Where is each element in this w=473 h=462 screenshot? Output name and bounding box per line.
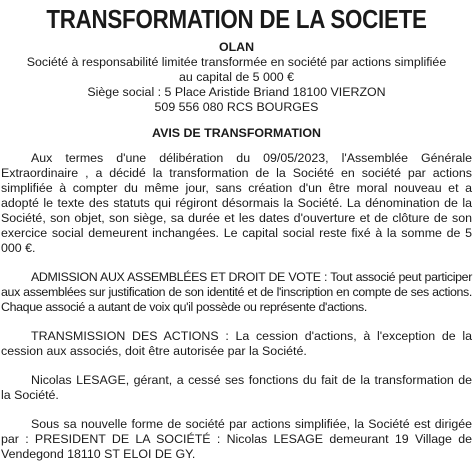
company-name: OLAN (218, 40, 255, 54)
company-registration: 509 556 080 RCS BOURGES (154, 100, 319, 114)
paragraph-president: Sous sa nouvelle forme de société par actions simplifiée, la Société est dirigée par : PRESIDENT DE LA SOCIÉTÉ : Nicolas LESAGE demeurant 19 Village de Vendegond 18110 ST ELOI DE GY. (1, 417, 472, 461)
notice-heading: AVIS DE TRANSFORMATION (152, 126, 321, 140)
paragraph-admission: ADMISSION AUX ASSEMBLÉES ET DROIT DE VOTE : Tout associé peut participer aux assemblées sur justification de son identité et de l'inscription en compte de ses actions. Chaque associé a autant de voix qu'il possède ou représente d'actions. (1, 270, 472, 314)
company-form: Société à responsabilité limitée transformée en société par actions simplifiée (26, 55, 447, 69)
paragraph-transformation: Aux termes d'une délibération du 09/05/2023, l'Assemblée Générale Extraordinaire , a décidé la transformation de la Société en société par actions simplifiée à compter du même jour, sans création d'un être moral nouveau et a adopté le texte des statuts qui régiront désormais la Société. La dénomination de la Société, son objet, son siège, sa durée et les dates d'ouverture et de clôture de son exercice social demeurent inchangées. Le capital social reste fixé à la somme de 5 000 €. (1, 151, 472, 255)
company-capital: au capital de 5 000 € (178, 70, 295, 84)
company-head-office: Siège social : 5 Place Aristide Briand 18100 VIERZON (87, 85, 386, 99)
notice-title: TRANSFORMATION DE LA SOCIETE (46, 4, 427, 34)
paragraph-manager: Nicolas LESAGE, gérant, a cessé ses fonctions du fait de la transformation de la Société. (1, 373, 472, 402)
paragraph-transmission: TRANSMISSION DES ACTIONS : La cession d'actions, à l'exception de la cession aux associés, doit être autorisée par la Société. (1, 329, 472, 358)
